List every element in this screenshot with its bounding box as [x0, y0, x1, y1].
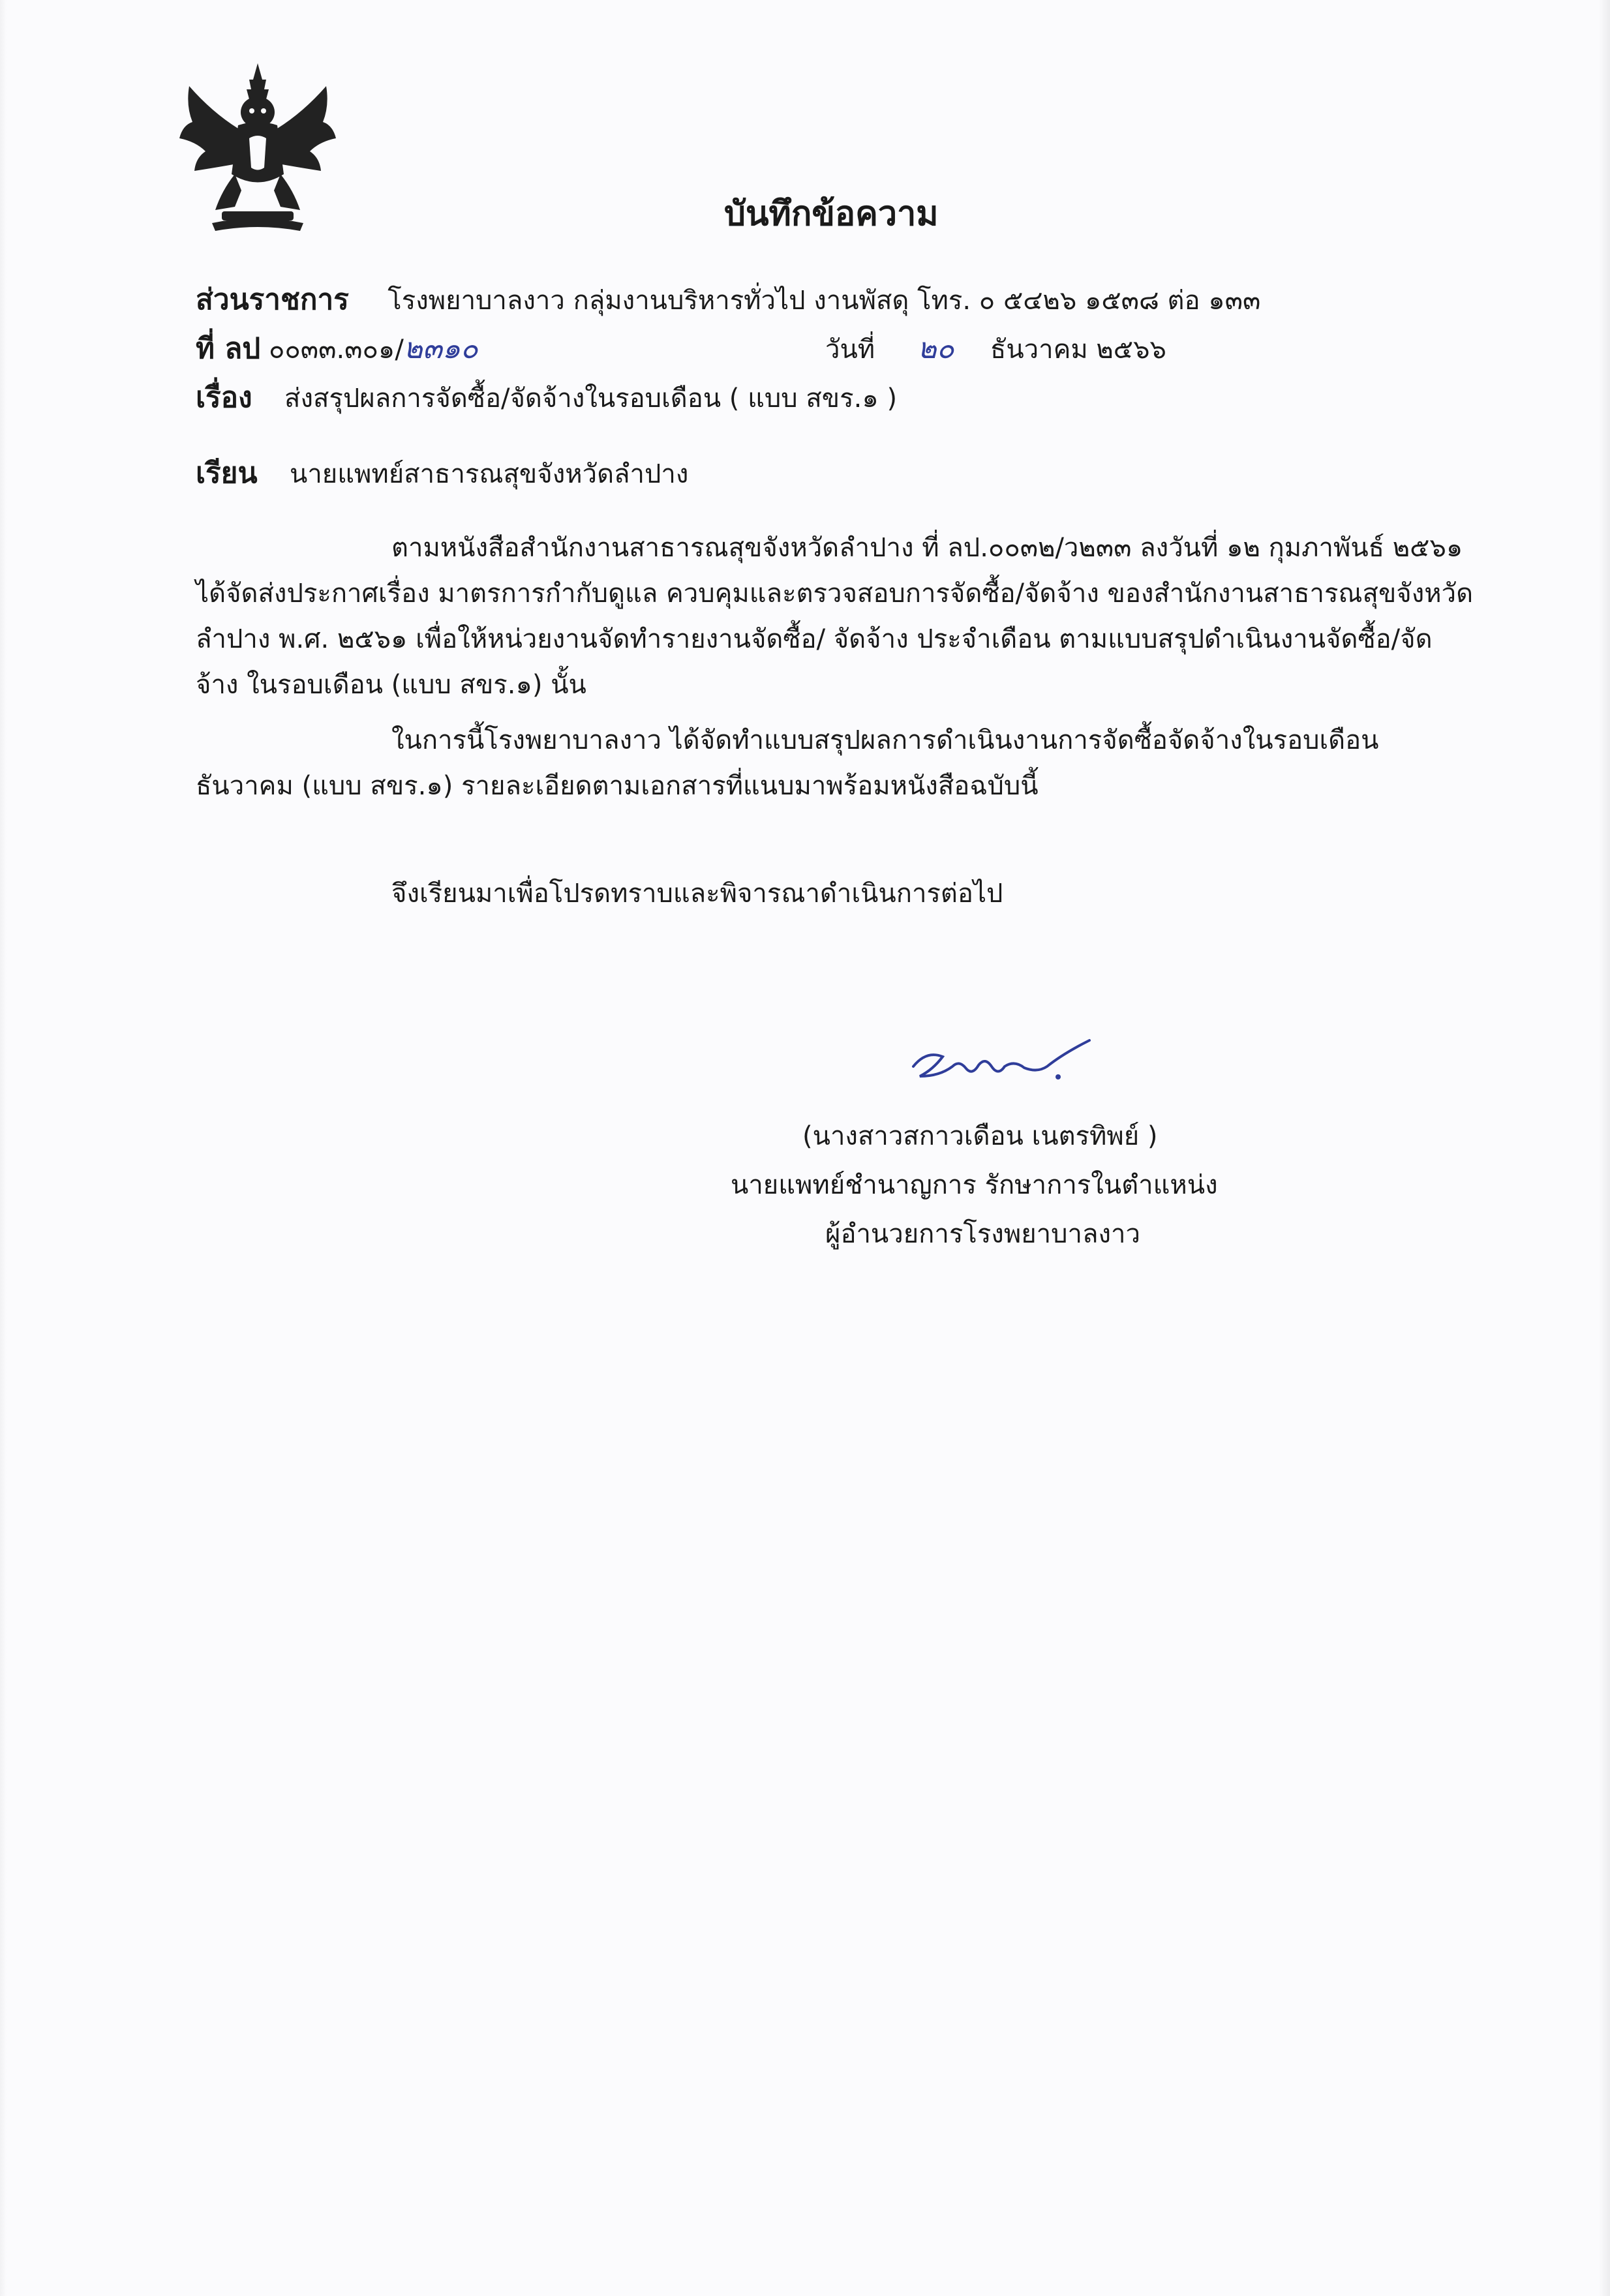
reference-line: [196, 329, 478, 369]
date-day-handwritten: ๒๐: [917, 332, 954, 365]
date-label: วันที่: [825, 335, 875, 365]
addressee-value: นายแพทย์สาธารณสุขจังหวัดลำปาง: [289, 459, 689, 489]
reference-value: ๐๐๓๓.๓๐๑/: [268, 335, 404, 365]
garuda-emblem-icon: [176, 60, 339, 236]
addressee-label: เรียน: [196, 457, 258, 490]
memo-title: บันทึกข้อความ: [724, 194, 939, 234]
subject-line: [196, 378, 897, 418]
signer-position-acting: นายแพทย์ชำนาญการ รักษาการในตำแหน่ง: [731, 1170, 1218, 1200]
reference-handwritten-number: ๒๓๑๐: [403, 332, 478, 365]
department-label: ส่วนราชการ: [196, 283, 349, 316]
handwritten-signature: [907, 1021, 1102, 1093]
closing-sentence: จึงเรียนมาเพื่อโปรดทราบและพิจารณาดำเนินการต่อไป: [391, 879, 1003, 909]
reference-label: ที่ ลป: [196, 332, 261, 365]
date-line: [825, 329, 1166, 369]
addressee-line: [196, 454, 688, 494]
scan-edge-right: [1598, 0, 1610, 2296]
body-paragraph-1: ตามหนังสือสำนักงานสาธารณสุขจังหวัดลำปาง ที่ ลป.๐๐๓๒/ว๒๓๓ ลงวันที่ ๑๒ กุมภาพันธ์ ๒๕๖๑ ได้จัดส่งประกาศเรื่อง มาตรการกำกับดูแล ควบคุมและตรวจสอบการจัดซื้อ/จัดจ้าง ของสำนักงานสาธารณสุขจังหวัดลำปาง พ.ศ. ๒๕๖๑ เพื่อให้หน่วยงานจัดทำรายงานจัดซื้อ/ จัดจ้าง ประจำเดือน ตามแบบสรุปดำเนินงานจัดซื้อ/จัดจ้าง ในรอบเดือน (แบบ สขร.๑) นั้น: [196, 533, 1474, 700]
scan-edge-left: [0, 0, 7, 2296]
signer-position-director: ผู้อำนวยการโรงพยาบาลงาว: [825, 1219, 1140, 1249]
department-value: โรงพยาบาลงาว กลุ่มงานบริหารทั่วไป งานพัสดุ โทร. ๐ ๕๔๒๖ ๑๕๓๘ ต่อ ๑๓๓: [387, 286, 1261, 316]
body-paragraph-2: ในการนี้โรงพยาบาลงาว ได้จัดทำแบบสรุปผลการดำเนินงานการจัดซื้อจัดจ้างในรอบเดือน ธันวาคม (แบบ สขร.๑) รายละเอียดตามเอกสารที่แนบมาพร้อมหนังสือฉบับนี้: [196, 725, 1379, 801]
subject-value: ส่งสรุปผลการจัดซื้อ/จัดจ้างในรอบเดือน ( แบบ สขร.๑ ): [284, 384, 898, 414]
signer-name: (นางสาวสกาวเดือน เนตรทิพย์ ): [802, 1121, 1158, 1151]
date-month-year: ธันวาคม ๒๕๖๖: [990, 335, 1166, 365]
department-line: [196, 280, 1260, 320]
subject-label: เรื่อง: [196, 381, 252, 414]
